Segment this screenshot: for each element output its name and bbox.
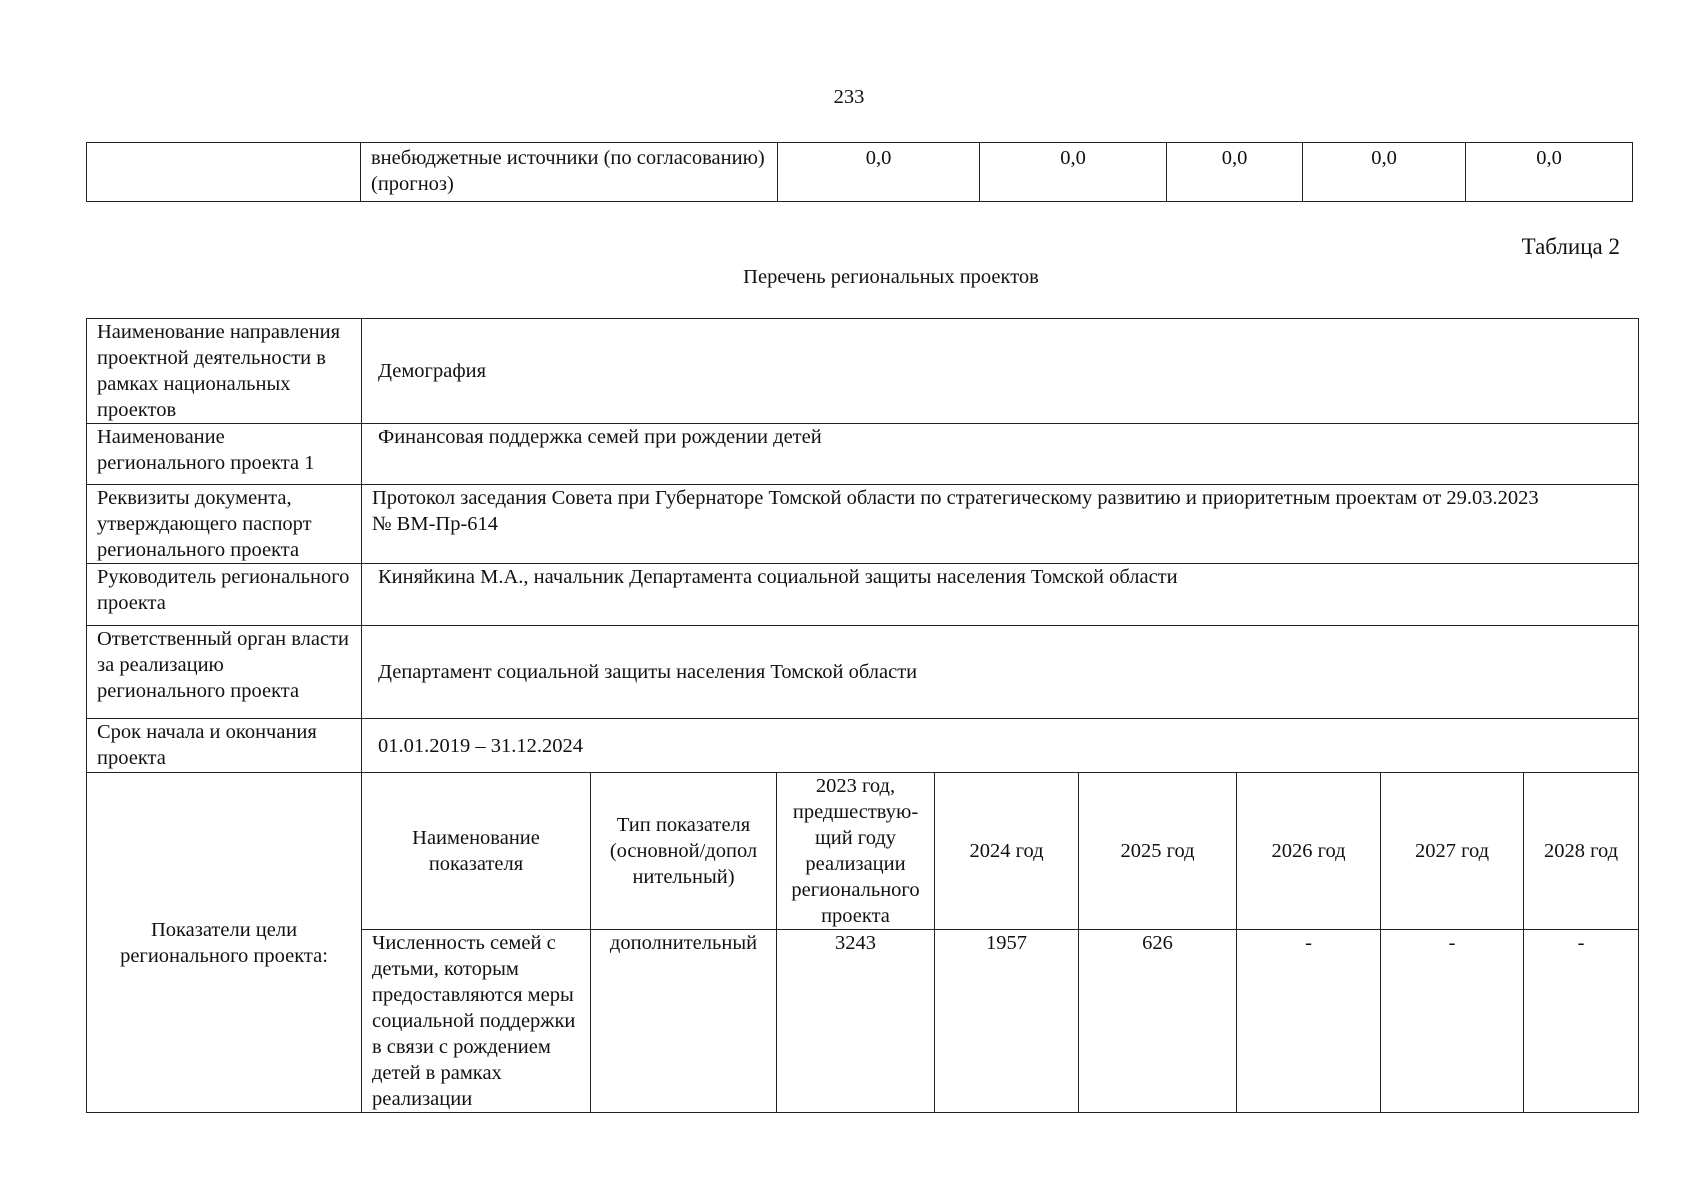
row-project — [87, 424, 1639, 485]
page-number: 233 — [833, 86, 865, 108]
indicator-2027: - — [1381, 930, 1524, 1113]
header-indicator-name: Наименование показателя — [362, 773, 591, 930]
funding-value: 0,0 — [1466, 143, 1633, 202]
row-label: Наименование регионального проекта 1 — [87, 424, 362, 485]
header-2024: 2024 год — [935, 773, 1079, 930]
regional-projects-table — [86, 318, 1639, 1113]
funding-empty-cell — [87, 143, 361, 202]
header-2026: 2026 год — [1237, 773, 1381, 930]
row-label: Реквизиты документа, утверждающего паспорт регионального проекта — [87, 485, 362, 564]
indicators-label: Показатели цели регионального проекта: — [87, 773, 362, 1113]
row-value: Киняйкина М.А., начальник Департамента социальной защиты населения Томской области — [362, 564, 1639, 626]
indicator-2026: - — [1237, 930, 1381, 1113]
funding-value: 0,0 — [1167, 143, 1303, 202]
header-2027: 2027 год — [1381, 773, 1524, 930]
row-value: Финансовая поддержка семей при рождении детей — [362, 424, 1639, 485]
table-caption: Таблица 2 — [1521, 234, 1620, 259]
indicator-2023: 3243 — [777, 930, 935, 1113]
row-label: Наименование направления проектной деятельности в рамках национальных проектов — [87, 319, 362, 424]
funding-table — [86, 142, 1633, 202]
funding-value: 0,0 — [778, 143, 980, 202]
indicators-header-row — [87, 773, 1639, 930]
row-value: 01.01.2019 – 31.12.2024 — [362, 719, 1639, 773]
row-label: Срок начала и окончания проекта — [87, 719, 362, 773]
row-term — [87, 719, 1639, 773]
header-indicator-type: Тип показателя (основной/допол нительный) — [591, 773, 777, 930]
row-value: Протокол заседания Совета при Губернаторе Томской области по стратегическому развитию и приоритетным проектам от 29.03.2023 № ВМ-Пр-614 — [362, 485, 1639, 564]
indicator-2028: - — [1524, 930, 1639, 1113]
funding-source-label: внебюджетные источники (по согласованию) (прогноз) — [361, 143, 778, 202]
funding-row — [87, 143, 1633, 202]
row-value: Демография — [362, 319, 1639, 424]
row-authority — [87, 626, 1639, 719]
table-title: Перечень региональных проектов — [743, 266, 1039, 288]
indicator-2024: 1957 — [935, 930, 1079, 1113]
funding-value: 0,0 — [1303, 143, 1466, 202]
header-2028: 2028 год — [1524, 773, 1639, 930]
funding-value: 0,0 — [980, 143, 1167, 202]
row-direction — [87, 319, 1639, 424]
row-value: Департамент социальной защиты населения Томской области — [362, 626, 1639, 719]
indicator-type: дополнительный — [591, 930, 777, 1113]
row-label: Руководитель регионального проекта — [87, 564, 362, 626]
row-label: Ответственный орган власти за реализацию регионального проекта — [87, 626, 362, 719]
row-document — [87, 485, 1639, 564]
row-head — [87, 564, 1639, 626]
header-2025: 2025 год — [1079, 773, 1237, 930]
indicator-name: Численность семей с детьми, которым предоставляются меры социальной поддержки в связи с рождением детей в рамках реализации — [362, 930, 591, 1113]
header-2023: 2023 год, предшествую-щий году реализации регионального проекта — [777, 773, 935, 930]
indicator-2025: 626 — [1079, 930, 1237, 1113]
